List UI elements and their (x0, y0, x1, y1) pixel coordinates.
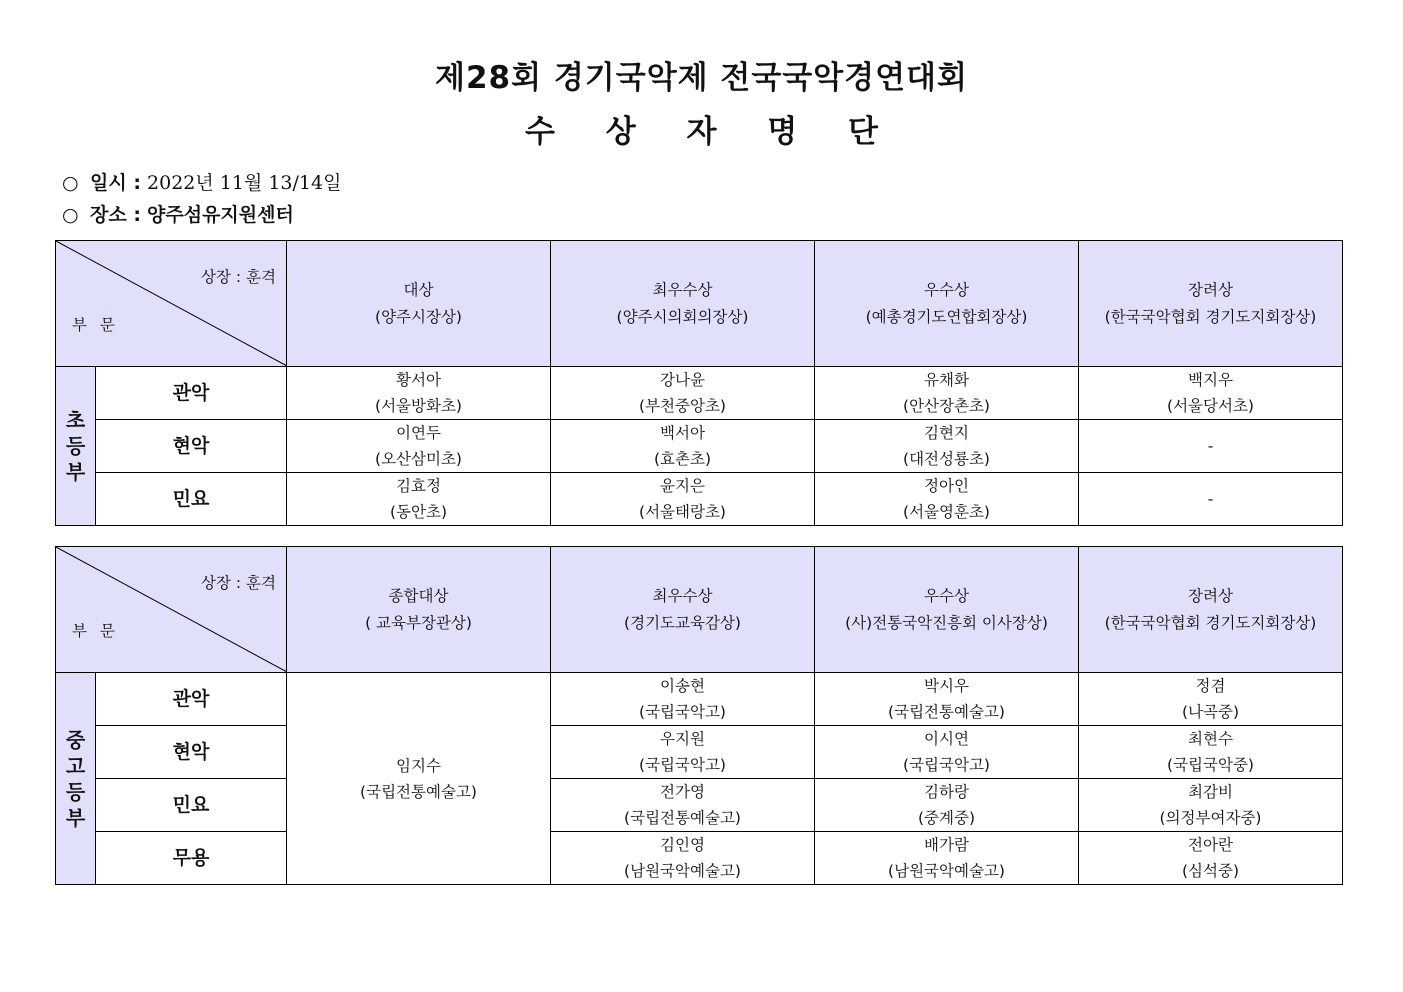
header-top-prize: 최우수상 (양주시의회의장상) (551, 241, 815, 367)
winner-cell: 백지우 (서울당서초) (1079, 367, 1343, 420)
date-line (62, 168, 341, 195)
table-header-row (56, 547, 1343, 673)
category-label: 민요 (96, 473, 287, 526)
category-label: 관악 (96, 367, 287, 420)
winner-cell: 백서아 (효촌초) (551, 420, 815, 473)
winner-cell: 배가람 (남원국악예술고) (815, 832, 1079, 885)
group-secondary: 중 고 등 부 (56, 673, 96, 885)
winner-cell: 윤지은 (서울태랑초) (551, 473, 815, 526)
winner-cell: 이송현 (국립국악고) (551, 673, 815, 726)
place-value: 양주섬유지원센터 (147, 204, 294, 226)
winner-cell: 전가영 (국립전통예술고) (551, 779, 815, 832)
empty-cell: - (1079, 420, 1343, 473)
header-encouragement-prize: 장려상 (한국국악협회 경기도지회장상) (1079, 241, 1343, 367)
diagonal-header-cell (56, 241, 287, 367)
winner-cell: 이연두 (오산삼미초) (287, 420, 551, 473)
header-grand-prize: 대상 (양주시장상) (287, 241, 551, 367)
winner-cell: 황서아 (서울방화초) (287, 367, 551, 420)
category-label: 현악 (96, 420, 287, 473)
diagonal-header-cell (56, 547, 287, 673)
winner-cell: 김인영 (남원국악예술고) (551, 832, 815, 885)
diagonal-line (56, 547, 287, 672)
header-encouragement-prize: 장려상 (한국국악협회 경기도지회장상) (1079, 547, 1343, 673)
bullet-circle-icon: ○ (62, 204, 79, 226)
elementary-awards-table (55, 240, 1343, 526)
category-label: 무용 (96, 832, 287, 885)
category-label: 민요 (96, 779, 287, 832)
table-row (56, 779, 1343, 832)
category-label: 관악 (96, 673, 287, 726)
division-label: 부 문 (72, 622, 119, 640)
place-line (62, 200, 294, 227)
diagonal-line (56, 241, 287, 366)
place-label: 장소 : (90, 204, 141, 226)
bullet-circle-icon: ○ (62, 172, 79, 194)
secondary-awards-table (55, 546, 1343, 885)
winner-cell: 강나윤 (부천중앙초) (551, 367, 815, 420)
table-row (56, 420, 1343, 473)
empty-cell: - (1079, 473, 1343, 526)
date-value: 2022년 11월 13/14일 (147, 172, 342, 194)
table-row (56, 673, 1343, 726)
winner-cell: 최감비 (의정부여자중) (1079, 779, 1343, 832)
header-excellence-prize: 우수상 (사)전통국악진흥회 이사장상) (815, 547, 1079, 673)
grand-prize-winner-cell: 임지수 (국립전통예술고) (287, 673, 551, 885)
winner-cell: 우지원 (국립국악고) (551, 726, 815, 779)
winner-cell: 김효정 (동안초) (287, 473, 551, 526)
date-label: 일시 : (90, 172, 141, 194)
division-label: 부 문 (72, 316, 119, 334)
winner-cell: 박시우 (국립전통예술고) (815, 673, 1079, 726)
header-top-prize: 최우수상 (경기도교육감상) (551, 547, 815, 673)
winner-cell: 전아란 (심석중) (1079, 832, 1343, 885)
category-label: 현악 (96, 726, 287, 779)
table-header-row (56, 241, 1343, 367)
table-row (56, 726, 1343, 779)
table-row (56, 367, 1343, 420)
winner-cell: 김현지 (대전성룡초) (815, 420, 1079, 473)
award-grade-label: 상장 : 훈격 (201, 268, 276, 286)
winner-cell: 유채화 (안산장촌초) (815, 367, 1079, 420)
group-elementary: 초 등 부 (56, 367, 96, 526)
winner-cell: 최현수 (국립국악중) (1079, 726, 1343, 779)
table-row (56, 832, 1343, 885)
winner-cell: 김하랑 (중계중) (815, 779, 1079, 832)
award-grade-label: 상장 : 훈격 (201, 574, 276, 592)
table-row (56, 473, 1343, 526)
header-excellence-prize: 우수상 (예총경기도연합회장상) (815, 241, 1079, 367)
winner-cell: 정아인 (서울영훈초) (815, 473, 1079, 526)
document-title: 제28회 경기국악제 전국국악경연대회 (435, 60, 968, 96)
header-overall-grand-prize: 종합대상 ( 교육부장관상) (287, 547, 551, 673)
winner-cell: 이시연 (국립국악고) (815, 726, 1079, 779)
winner-cell: 정겸 (나곡중) (1079, 673, 1343, 726)
document-subtitle: 수 상 자 명 단 (525, 114, 898, 150)
